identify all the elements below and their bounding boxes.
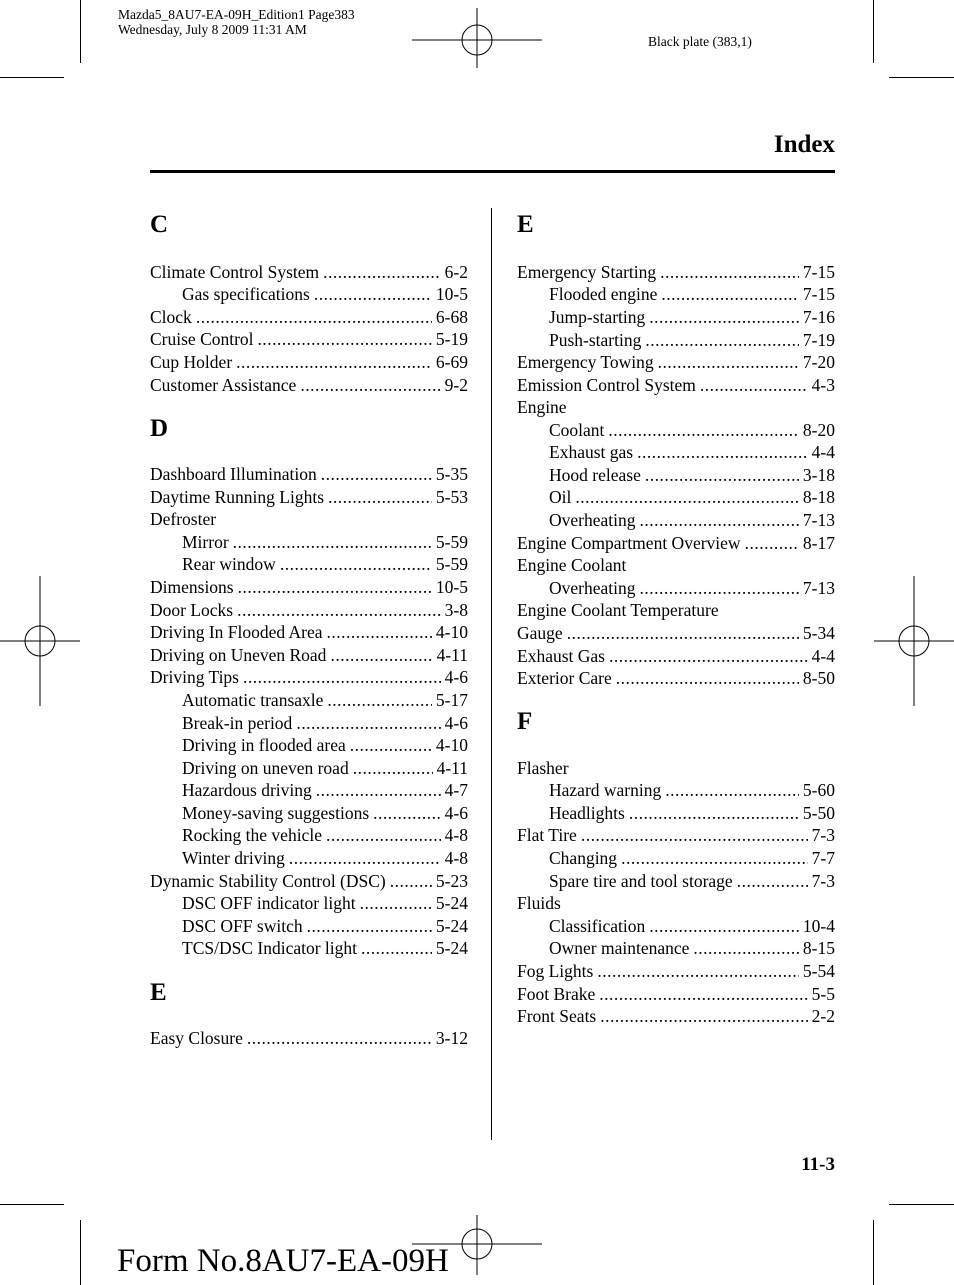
index-entry: Cup Holder ..... 6-69	[150, 351, 468, 373]
page-title: Index	[773, 131, 835, 158]
index-subentry: Push-starting ..... 7-19	[549, 329, 835, 351]
index-subentry: Coolant ..... 8-20	[549, 419, 835, 441]
registration-mark-top	[412, 6, 542, 68]
index-entry: Fog Lights ..... 5-54	[517, 960, 835, 982]
index-entry: Dashboard Illumination ..... 5-35	[150, 463, 468, 485]
index-entry: Driving Tips ..... 4-6	[150, 666, 468, 688]
index-subentry: Gas specifications ..... 10-5	[182, 283, 468, 305]
index-entry: Driving In Flooded Area ..... 4-10	[150, 621, 468, 643]
index-subentry: Headlights ..... 5-50	[549, 802, 835, 824]
form-number: Form No.8AU7-EA-09H	[117, 1243, 449, 1279]
index-subentry: Rear window ..... 5-59	[182, 553, 468, 575]
file-info-line2: Wednesday, July 8 2009 11:31 AM	[118, 22, 307, 37]
index-subentry: Changing ..... 7-7	[549, 847, 835, 869]
index-subentry: DSC OFF indicator light ..... 5-24	[182, 892, 468, 914]
crop-mark	[873, 0, 874, 63]
crop-mark	[0, 77, 64, 78]
crop-mark	[873, 1220, 874, 1285]
index-subentry: Driving in flooded area ..... 4-10	[182, 734, 468, 756]
index-subentry: Hazard warning ..... 5-60	[549, 779, 835, 801]
index-subentry: Spare tire and tool storage ..... 7-3	[549, 870, 835, 892]
plate-label: Black plate (383,1)	[648, 34, 752, 49]
registration-mark-right	[874, 576, 954, 706]
section-letter-c: C	[150, 211, 169, 238]
index-entry: Easy Closure ..... 3-12	[150, 1027, 468, 1049]
crop-mark	[80, 1220, 81, 1285]
index-entry: Engine Coolant	[517, 555, 627, 575]
index-subentry: DSC OFF switch ..... 5-24	[182, 915, 468, 937]
index-subentry: Overheating ..... 7-13	[549, 509, 835, 531]
index-entry: Emergency Towing ..... 7-20	[517, 351, 835, 373]
index-subentry: Driving on uneven road ..... 4-11	[182, 757, 468, 779]
index-entry: Clock ..... 6-68	[150, 306, 468, 328]
index-subentry: Money-saving suggestions ..... 4-6	[182, 802, 468, 824]
file-info-line1: Mazda5_8AU7-EA-09H_Edition1 Page383	[118, 7, 355, 22]
index-subentry: Winter driving ..... 4-8	[182, 847, 468, 869]
index-entry: Driving on Uneven Road ..... 4-11	[150, 644, 468, 666]
index-entry: Fluids	[517, 893, 561, 913]
index-subentry: Jump-starting ..... 7-16	[549, 306, 835, 328]
section-letter-f: F	[517, 708, 533, 735]
index-subentry: Mirror ..... 5-59	[182, 531, 468, 553]
index-entry: Engine Compartment Overview ..... 8-17	[517, 532, 835, 554]
section-letter-d: D	[150, 415, 169, 442]
index-entry: Foot Brake ..... 5-5	[517, 983, 835, 1005]
index-subentry: Rocking the vehicle ..... 4-8	[182, 824, 468, 846]
crop-mark	[0, 1204, 64, 1205]
crop-mark	[889, 1204, 954, 1205]
index-subentry: Hood release ..... 3-18	[549, 464, 835, 486]
crop-mark	[889, 77, 954, 78]
index-entry: Climate Control System ..... 6-2	[150, 261, 468, 283]
title-rule	[150, 170, 835, 173]
index-entry: Defroster	[150, 509, 217, 529]
index-subentry: Hazardous driving ..... 4-7	[182, 779, 468, 801]
index-subentry: Owner maintenance ..... 8-15	[549, 937, 835, 959]
index-subentry: Classification ..... 10-4	[549, 915, 835, 937]
index-subentry: TCS/DSC Indicator light ..... 5-24	[182, 937, 468, 959]
index-subentry: Overheating ..... 7-13	[549, 577, 835, 599]
column-divider	[491, 208, 492, 1140]
crop-mark	[80, 0, 81, 63]
index-entry: Cruise Control ..... 5-19	[150, 328, 468, 350]
index-entry: Emergency Starting ..... 7-15	[517, 261, 835, 283]
index-entry: Flasher	[517, 758, 569, 778]
section-letter-e: E	[150, 979, 167, 1006]
page-number: 11-3	[801, 1154, 835, 1175]
index-entry: Emission Control System ..... 4-3	[517, 374, 835, 396]
index-entry: Flat Tire ..... 7-3	[517, 824, 835, 846]
index-entry: Door Locks ..... 3-8	[150, 599, 468, 621]
index-subentry: Automatic transaxle ..... 5-17	[182, 689, 468, 711]
index-entry: Gauge ..... 5-34	[517, 622, 835, 644]
index-entry: Dimensions ..... 10-5	[150, 576, 468, 598]
section-letter-e: E	[517, 211, 534, 238]
index-entry: Exhaust Gas ..... 4-4	[517, 645, 835, 667]
registration-mark-left	[0, 576, 80, 706]
index-subentry: Flooded engine ..... 7-15	[549, 283, 835, 305]
index-subentry: Exhaust gas ..... 4-4	[549, 441, 835, 463]
index-entry: Dynamic Stability Control (DSC) ..... 5-23	[150, 870, 468, 892]
index-entry: Exterior Care ..... 8-50	[517, 667, 835, 689]
index-entry: Customer Assistance ..... 9-2	[150, 374, 468, 396]
index-entry: Engine	[517, 397, 567, 417]
index-entry: Front Seats ..... 2-2	[517, 1005, 835, 1027]
index-entry: Engine Coolant Temperature	[517, 600, 719, 620]
index-entry: Daytime Running Lights ..... 5-53	[150, 486, 468, 508]
index-subentry: Break-in period ..... 4-6	[182, 712, 468, 734]
index-subentry: Oil ..... 8-18	[549, 486, 835, 508]
